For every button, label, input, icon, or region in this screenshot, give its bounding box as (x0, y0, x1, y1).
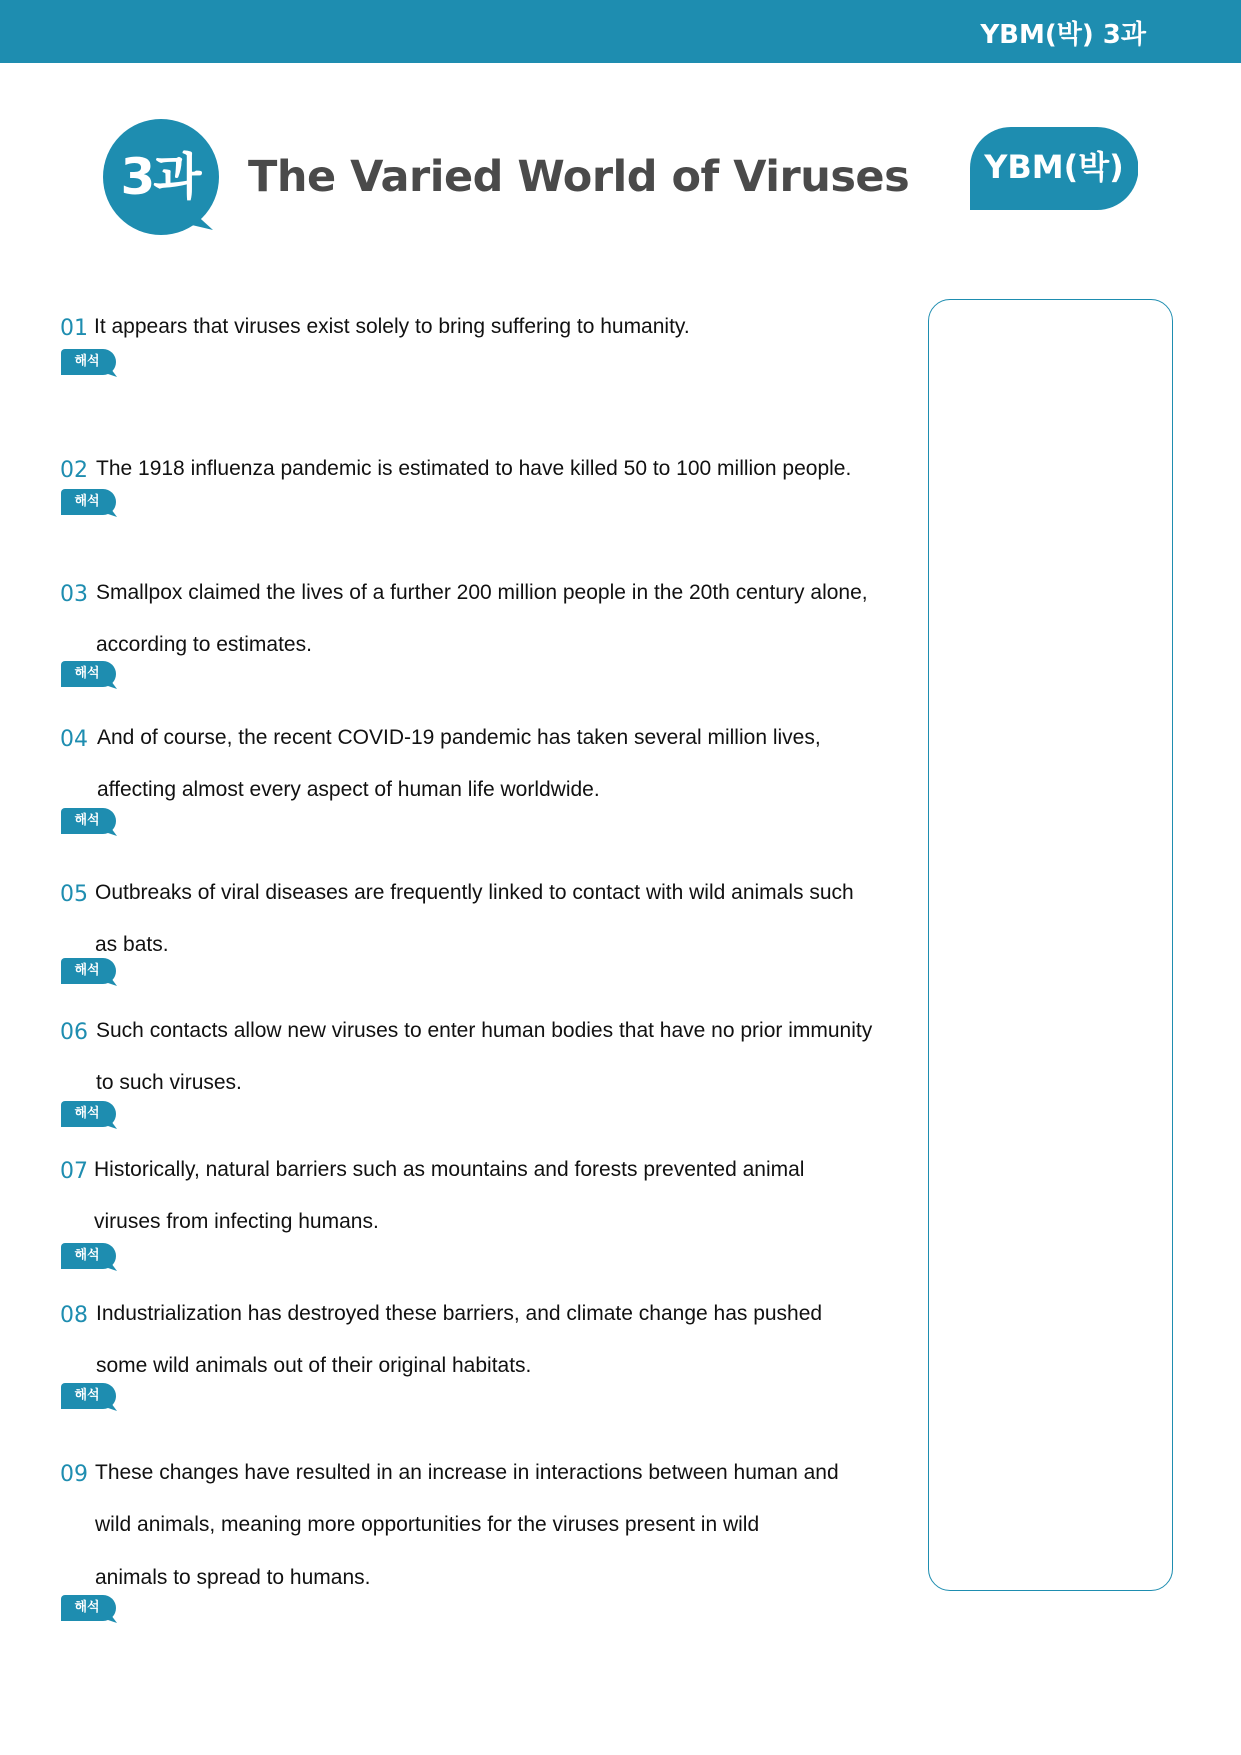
publisher-badge (970, 127, 1138, 210)
sentence-text-line: Historically, natural barriers such as mountains and forests prevented animal (94, 1158, 805, 1181)
sentence-text-line: as bats. (95, 933, 169, 956)
sentence-text-line: to such viruses. (96, 1071, 242, 1094)
sentence-text-line: viruses from infecting humans. (94, 1210, 379, 1233)
sentence-number: 05 (60, 882, 88, 907)
sentence-text-line: Such contacts allow new viruses to enter human bodies that have no prior immunity (96, 1019, 873, 1042)
sentence-text-line: affecting almost every aspect of human life worldwide. (97, 778, 600, 801)
sentence-text-line: Industrialization has destroyed these barriers, and climate change has pushed (96, 1302, 823, 1325)
publisher-label: YBM(박) (984, 148, 1124, 186)
sentence-number: 07 (60, 1159, 88, 1184)
translation-tag-label: 해석 (74, 963, 100, 978)
sentence-number: 02 (60, 458, 88, 483)
sentence-text-line: The 1918 influenza pandemic is estimated to have killed 50 to 100 million people. (96, 457, 852, 480)
sentence-text-line: And of course, the recent COVID-19 pandemic has taken several million lives, (97, 726, 821, 749)
notes-box (928, 299, 1173, 1591)
translation-tag[interactable] (61, 1383, 115, 1409)
sentence-number: 04 (60, 727, 88, 752)
sentence-text-line: Outbreaks of viral diseases are frequently linked to contact with wild animals such (95, 881, 854, 904)
sentence-text-line: It appears that viruses exist solely to bring suffering to humanity. (94, 315, 690, 338)
lesson-number: 3과 (120, 148, 200, 206)
sentence-text-line: according to estimates. (96, 633, 312, 656)
sentence-text-line: animals to spread to humans. (95, 1566, 371, 1589)
translation-tag-label: 해석 (74, 494, 100, 509)
sentence-number: 08 (60, 1303, 88, 1328)
page-title: The Varied World of Viruses (248, 152, 910, 202)
translation-tag-label: 해석 (74, 1106, 100, 1121)
sentence-text-line: some wild animals out of their original habitats. (96, 1354, 532, 1377)
lesson-badge (101, 118, 219, 236)
translation-tag-label: 해석 (74, 1248, 100, 1263)
translation-tag-label: 해석 (74, 666, 100, 681)
translation-tag[interactable] (61, 1243, 115, 1269)
translation-tag[interactable] (61, 349, 115, 375)
sentence-text-line: These changes have resulted in an increase in interactions between human and (95, 1461, 839, 1484)
top-banner (0, 0, 1241, 63)
sentence-number: 06 (60, 1020, 88, 1045)
translation-tag[interactable] (61, 1595, 115, 1621)
translation-tag[interactable] (61, 808, 115, 834)
translation-tag-label: 해석 (74, 1600, 100, 1615)
translation-tag[interactable] (61, 958, 115, 984)
translation-tag[interactable] (61, 489, 115, 515)
header-label: YBM(박) 3과 (980, 20, 1146, 50)
translation-tag-label: 해석 (74, 1388, 100, 1403)
sentence-number: 01 (60, 316, 88, 341)
translation-tag[interactable] (61, 1101, 115, 1127)
translation-tag[interactable] (61, 661, 115, 687)
sentence-text-line: Smallpox claimed the lives of a further 200 million people in the 20th century alone, (96, 581, 868, 604)
sentence-number: 03 (60, 582, 88, 607)
translation-tag-label: 해석 (74, 813, 100, 828)
sentence-text-line: wild animals, meaning more opportunities for the viruses present in wild (95, 1513, 760, 1536)
sentence-number: 09 (60, 1462, 88, 1487)
translation-tag-label: 해석 (74, 354, 100, 369)
